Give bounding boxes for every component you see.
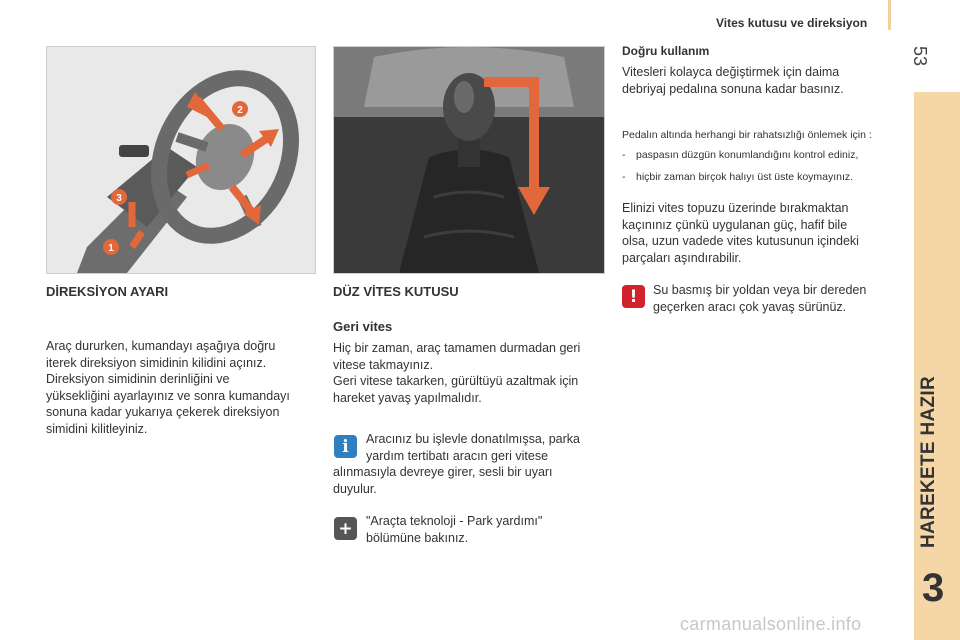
text-line: duyulur. — [333, 481, 377, 496]
manual-gearbox-heading: DÜZ VİTES KUTUSU — [333, 284, 459, 299]
page-number: 53 — [910, 46, 930, 67]
text-line: hareket yavaş yapılmalıdır. — [333, 390, 482, 405]
header-divider — [888, 0, 891, 30]
text-line: Hiç bir zaman, araç tamamen durmadan geri — [333, 341, 581, 355]
watermark: carmanualsonline.info — [680, 614, 862, 634]
plus-icon: + — [334, 517, 357, 540]
text-line: yüksekliğini ayarlayınız ve sonra kumandayı — [46, 388, 290, 403]
warning-icon: ! — [622, 285, 645, 308]
chapter-tab-label: HAREKETE HAZIR — [918, 375, 939, 548]
parking-assist-note — [333, 431, 608, 497]
pedal-item-text: paspasın düzgün konumlandığını kontrol ediniz, — [636, 149, 859, 161]
pedal-list-item: - paspasın düzgün konumlandığını kontrol ediniz, — [622, 149, 859, 161]
pedal-intro: Pedalın altında herhangi bir rahatsızlığı önlemek için : — [622, 129, 872, 141]
correct-use-subheading: Doğru kullanım — [622, 44, 710, 58]
text-line: alınmasıyla devreye girer, sesli bir uyarı — [333, 465, 553, 479]
text-line: geçerken aracı çok yavaş sürünüz. — [653, 299, 847, 314]
gear-knob-advice — [622, 200, 907, 266]
text-line: Araç dururken, kumandayı aşağıya doğru — [46, 339, 276, 353]
text-line: debriyaj pedalına sonuna kadar basınız. — [622, 81, 844, 96]
text-line: Aracınız bu işlevle donatılmışsa, parka — [366, 432, 580, 446]
text-line: yardım tertibatı aracın geri vitese — [366, 448, 549, 463]
steering-adjustment-illustration — [46, 46, 316, 274]
correct-use-text — [622, 64, 902, 97]
callout-3: 3 — [116, 193, 122, 204]
pedal-item-text: hiçbir zaman birçok halıyı üst üste koymayınız. — [636, 171, 854, 183]
running-header-title: Vites kutusu ve direksiyon — [716, 16, 868, 30]
cross-reference-note — [366, 513, 606, 546]
text-line: Vitesleri kolayca değiştirmek için daima — [622, 65, 840, 79]
text-line: kaçınınız çünkü uygulanan güç, hafif bile — [622, 217, 848, 232]
text-line: "Araçta teknoloji - Park yardımı" — [366, 514, 543, 528]
callout-1: 1 — [108, 243, 114, 254]
text-line: Direksiyon simidinin derinliğini ve — [46, 372, 230, 386]
text-line: sonuna kadar yukarıya çekerek direksiyon — [46, 405, 280, 419]
reverse-gear-subheading: Geri vites — [333, 319, 393, 334]
reverse-gear-text — [333, 340, 608, 406]
text-line: vitese takmayınız. — [333, 357, 434, 372]
text-line: simidini kilitleyiniz. — [46, 421, 148, 436]
flooded-road-warning — [653, 282, 908, 315]
info-icon: i — [334, 435, 357, 458]
chapter-side-tab — [914, 92, 960, 640]
text-line: Elinizi vites topuzu üzerinde bırakmaktan — [622, 201, 849, 215]
text-line: iterek direksiyon simidinin kilidini açınız. — [46, 355, 267, 370]
text-line: bölümüne bakınız. — [366, 530, 469, 545]
steering-adjustment-text — [46, 338, 316, 437]
text-line: olsa, uzun vadede vites kutusunun içindeki — [622, 234, 859, 248]
pedal-list-item: - hiçbir zaman birçok halıyı üst üste koymayınız. — [622, 171, 854, 183]
chapter-number: 3 — [922, 566, 945, 610]
gear-lever-illustration — [333, 46, 605, 274]
text-line: parçaları aşındırabilir. — [622, 250, 742, 265]
callout-2: 2 — [237, 105, 243, 116]
text-line: Geri vitese takarken, gürültüyü azaltmak için — [333, 374, 579, 388]
text-line: Su basmış bir yoldan veya bir dereden — [653, 283, 867, 297]
steering-adjustment-heading: DİREKSİYON AYARI — [46, 284, 169, 299]
